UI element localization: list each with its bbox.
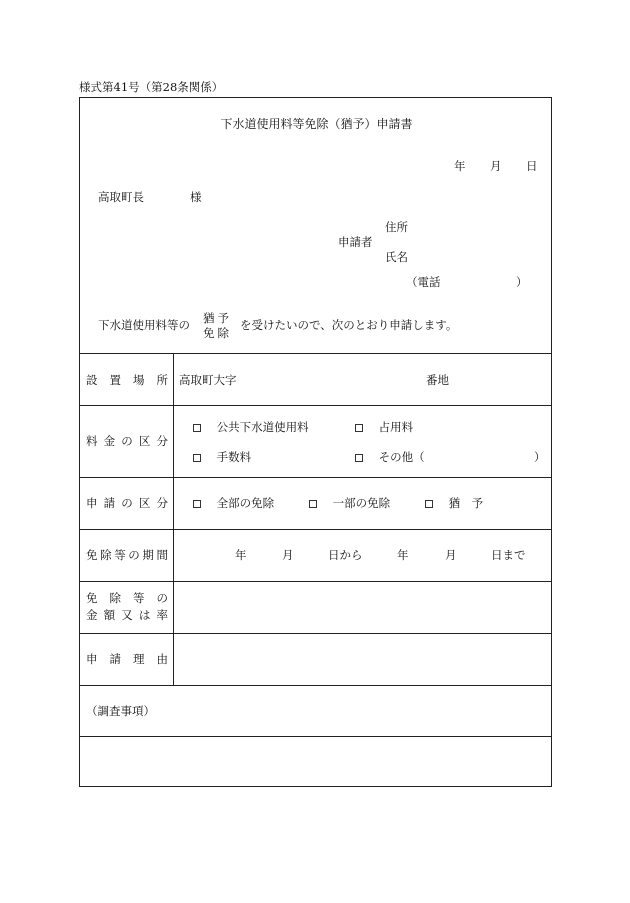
label-char: 請 [103,496,116,510]
label-char: の [121,496,133,510]
label-char: 料 [86,434,98,448]
label-char: 免 [86,548,98,562]
date-year-label: 年 [454,159,466,173]
period-year2: 年 [397,548,409,562]
fee-option-handling-label: 手数料 [216,450,252,464]
row-divider [80,405,551,406]
fee-option-other-close: ） [534,450,546,464]
application-option-deferral-label: 猶 予 [448,496,484,510]
checkbox-icon[interactable] [309,500,317,508]
form-number: 様式第41号（第28条関係） [79,80,224,94]
fee-type-label [86,436,168,448]
application-option-full-label: 全部の免除 [216,496,275,510]
label-char: 除 [100,548,112,562]
fee-option-sewer[interactable] [193,422,309,434]
row-divider [80,529,551,530]
checkbox-icon[interactable] [193,454,201,462]
label-char: 分 [156,434,168,448]
label-char: の [156,591,168,605]
label-char: 由 [156,652,168,666]
checkbox-icon[interactable] [355,424,363,432]
label-char: 設 [86,373,98,387]
label-char: 置 [109,373,121,387]
application-form [79,97,552,787]
period-month2: 月 [445,548,457,562]
checkbox-icon[interactable] [355,454,363,462]
survey-field[interactable] [81,737,551,786]
phone-label-close: ） [516,275,528,289]
period-label [86,550,168,562]
column-divider [173,353,174,685]
applicant-label: 申請者 [338,235,373,249]
request-option-top: 猶予 [203,311,232,325]
amount-field[interactable] [175,582,551,632]
label-char: 率 [156,608,168,622]
date-day-label: 日 [526,159,538,173]
fee-option-handling[interactable] [193,452,251,464]
label-char: 期 [142,548,154,562]
label-char: 申 [86,652,98,666]
label-char: 金 [86,608,98,622]
row-divider [80,477,551,478]
period-until: 日まで [491,548,526,562]
request-option-bottom: 免除 [203,326,232,340]
label-char: の [121,434,133,448]
addressee-honorific: 様 [190,190,202,204]
label-char: 額 [103,608,116,622]
fee-option-occupancy[interactable] [355,422,413,434]
location-town: 高取町大字 [179,373,237,387]
row-divider [80,353,551,354]
label-char: 請 [109,652,121,666]
reason-field[interactable] [175,634,551,684]
location-label [86,375,168,387]
reason-label [86,654,168,666]
addressee-name: 高取町長 [98,190,144,204]
label-char: 又 [121,608,133,622]
label-char: 所 [156,373,168,387]
label-char: の [128,548,140,562]
label-char: 申 [86,496,98,510]
period-month: 月 [282,548,294,562]
label-char: 分 [156,496,168,510]
label-char: 等 [114,548,126,562]
application-option-full[interactable] [193,498,274,510]
application-option-partial[interactable] [309,498,390,510]
label-char: 除 [109,591,121,605]
amount-label-line1 [86,593,168,605]
fee-option-other[interactable] [355,452,425,464]
location-lot: 番地 [426,373,449,387]
fee-option-sewer-label: 公共下水道使用料 [216,420,309,434]
application-type-label [86,498,168,510]
row-divider [80,685,551,686]
period-from: 日から [328,548,363,562]
fee-option-other-label: その他（ [378,450,425,464]
checkbox-icon[interactable] [193,500,201,508]
fee-option-occupancy-label: 占用料 [378,420,414,434]
checkbox-icon[interactable] [193,424,201,432]
phone-label-open: （電話 [406,275,441,289]
label-char: 間 [156,548,168,562]
name-label: 氏名 [385,250,408,264]
period-year: 年 [235,548,247,562]
application-option-deferral[interactable] [425,498,483,510]
survey-label: （調査事項） [86,704,155,718]
date-month-label: 月 [490,159,502,173]
label-char: 理 [133,652,145,666]
label-char: 場 [133,373,145,387]
request-suffix: を受けたいので、次のとおり申請します。 [240,318,458,332]
checkbox-icon[interactable] [425,500,433,508]
label-char: は [138,608,151,622]
request-prefix: 下水道使用料等の [98,318,190,332]
form-title: 下水道使用料等免除（猶予）申請書 [220,117,413,131]
amount-label-line2 [86,610,168,622]
label-char: 等 [133,591,145,605]
label-char: 免 [86,591,98,605]
application-option-partial-label: 一部の免除 [332,496,391,510]
address-label: 住所 [385,220,408,234]
label-char: 区 [138,434,151,448]
label-char: 金 [103,434,116,448]
label-char: 区 [138,496,151,510]
